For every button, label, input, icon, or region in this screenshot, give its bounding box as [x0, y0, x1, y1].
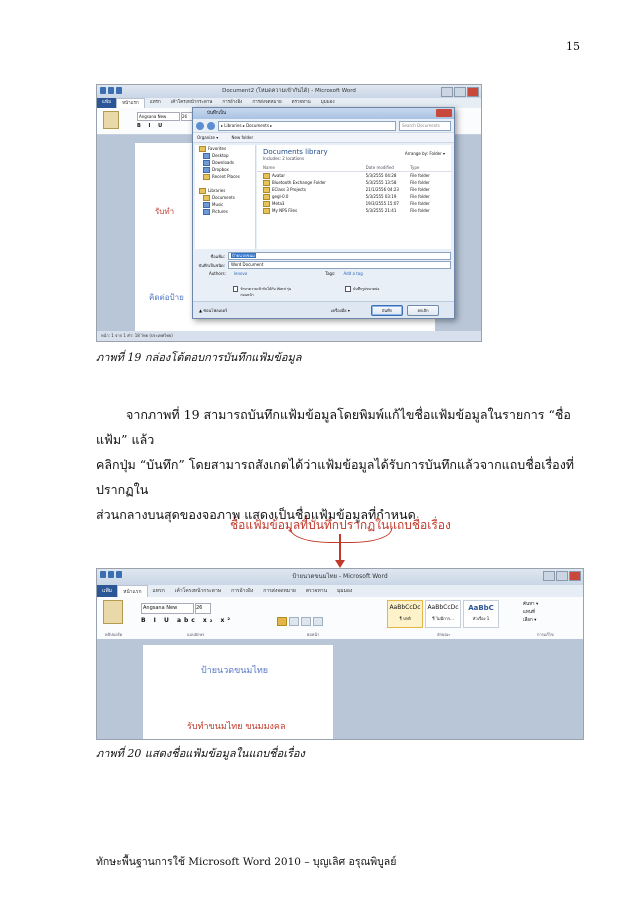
- savetype-select[interactable]: Word Document: [228, 261, 451, 269]
- page-number: 15: [566, 40, 580, 53]
- nav-libraries[interactable]: Libraries: [195, 187, 255, 194]
- tab-file[interactable]: แฟ้ม: [97, 98, 116, 108]
- nav-favorites[interactable]: Favorites: [195, 145, 255, 152]
- recent-places-icon: [203, 174, 210, 180]
- nav-pictures[interactable]: Pictures: [195, 208, 255, 215]
- arrow-head-icon: [335, 560, 345, 568]
- authors-label: Authors:: [209, 271, 226, 276]
- document-area: [97, 639, 583, 739]
- tab-mailings[interactable]: การส่งจดหมาย: [252, 100, 282, 105]
- file-row[interactable]: Meta3 19/3/2555 15:07 File folder: [257, 200, 451, 207]
- replace-button[interactable]: แทนที่: [523, 610, 535, 615]
- group-label: แบบอักษร: [187, 632, 205, 637]
- group-label: ย่อหน้า: [307, 632, 320, 637]
- figure-19-screenshot: [96, 84, 482, 342]
- font-name-box[interactable]: Angsana New: [141, 603, 194, 614]
- body-paragraph: [96, 402, 576, 527]
- dialog-title: บันทึกเป็น: [207, 111, 227, 116]
- page-footer: ทักษะพื้นฐานการใช้ Microsoft Word 2010 – บุญเลิศ อรุณพิบูลย์: [96, 856, 397, 868]
- libraries-icon: [199, 188, 206, 194]
- filename-label: ชื่อแฟ้ม:: [210, 253, 225, 259]
- file-row[interactable]: Bluetooth Exchange Folder 5/3/2555 13:58 File folder: [257, 179, 451, 186]
- nav-downloads[interactable]: Downloads: [195, 159, 255, 166]
- editing-group: [523, 601, 538, 625]
- ribbon: [97, 597, 583, 640]
- group-label: การแก้ไข: [537, 632, 554, 637]
- folder-icon: [263, 180, 270, 186]
- window-controls[interactable]: [543, 571, 581, 581]
- dropbox-icon: [203, 167, 210, 173]
- nav-dropbox[interactable]: Dropbox: [195, 166, 255, 173]
- checkbox-icon[interactable]: [345, 286, 351, 292]
- font-size-box[interactable]: 26: [181, 112, 195, 121]
- window-controls[interactable]: [441, 87, 479, 97]
- filename-input[interactable]: ป้ายนวดขนม: [228, 252, 451, 260]
- caption-figure-19: ภาพที่ 19 กล่องโต้ตอบการบันทึกแฟ้มข้อมูล: [96, 351, 302, 364]
- back-icon[interactable]: [196, 122, 204, 130]
- font-size-box[interactable]: 26: [195, 603, 211, 614]
- nav-recent-places[interactable]: Recent Places: [195, 173, 255, 180]
- authors-value[interactable]: lenovo: [233, 271, 248, 276]
- folder-icon: [263, 208, 270, 214]
- nav-desktop[interactable]: Desktop: [195, 152, 255, 159]
- style-normal[interactable]: AaBbCcDc ¶ ปกติ: [387, 600, 423, 628]
- tab-view[interactable]: มุมมอง: [337, 588, 353, 594]
- dialog-footer: [193, 301, 454, 318]
- maximize-icon[interactable]: [454, 87, 466, 97]
- window-title: ป้ายนวดขนมไทย - Microsoft Word: [292, 573, 388, 580]
- style-heading-1[interactable]: AaBbC หัวเรื่อง 1: [463, 600, 499, 628]
- thumbnail-checkbox[interactable]: บันทึกรูปขนาดย่อ: [345, 286, 379, 292]
- cancel-button[interactable]: ยกเลิก: [407, 305, 439, 316]
- col-type[interactable]: Type: [410, 165, 420, 170]
- desktop-icon: [203, 153, 210, 159]
- callout-brace: [290, 528, 392, 543]
- col-date[interactable]: Date modified: [365, 165, 394, 170]
- music-icon: [203, 202, 210, 208]
- folder-icon: [263, 201, 270, 207]
- figure-20-screenshot: [96, 568, 584, 740]
- folder-icon: [263, 173, 270, 179]
- col-name[interactable]: Name: [263, 165, 275, 170]
- address-bar: [193, 119, 454, 132]
- new-folder-button[interactable]: New folder: [231, 135, 254, 140]
- paste-icon[interactable]: [103, 111, 119, 129]
- quick-access-toolbar[interactable]: [100, 87, 122, 94]
- arrange-by[interactable]: Arrange by: Folder ▾: [404, 151, 445, 156]
- tags-label: Tags:: [325, 271, 336, 276]
- minimize-icon[interactable]: [441, 87, 453, 97]
- group-label: ลักษณะ: [437, 632, 451, 637]
- doc-blue-text: คิดต่อป้าย: [149, 293, 184, 302]
- tab-review[interactable]: ตรวจทาน: [291, 100, 311, 105]
- tab-mailings[interactable]: การส่งจดหมาย: [263, 588, 296, 594]
- window-title-bar: [97, 85, 481, 98]
- window-title: Document2 (โหมดความเข้ากันได้) - Microsoft Word: [222, 88, 356, 94]
- font-name-box[interactable]: Angsana New: [137, 112, 180, 121]
- search-input[interactable]: Search Documents: [399, 121, 451, 131]
- library-header: [257, 145, 451, 164]
- find-button[interactable]: ค้นหา ▾: [523, 602, 539, 607]
- file-list: [257, 145, 451, 249]
- select-button[interactable]: เลือก ▾: [523, 618, 537, 623]
- tab-home[interactable]: หน้าแรก: [116, 98, 145, 108]
- library-title: Documents library: [263, 148, 328, 156]
- ribbon-tabs: [97, 585, 583, 597]
- path-box[interactable]: ▸ Libraries ▸ Documents ▸: [218, 121, 396, 131]
- bold-italic-underline-icons[interactable]: B I U abc x₂ x²: [141, 617, 234, 624]
- column-headers: [257, 164, 451, 172]
- document-page[interactable]: [143, 645, 333, 739]
- dialog-close-icon[interactable]: [436, 109, 452, 117]
- doc-red-text: รับทำ: [155, 207, 175, 216]
- nav-spacer: [195, 180, 255, 187]
- file-row[interactable]: EClass 3 Projects 21/1/2556 04:23 File folder: [257, 186, 451, 193]
- checkbox-icon[interactable]: [233, 286, 238, 292]
- close-icon[interactable]: [467, 87, 479, 97]
- tab-page-layout[interactable]: เค้าโครงหน้ากระดาษ: [170, 100, 213, 105]
- save-as-dialog: [192, 107, 455, 319]
- paragraph-line: ส่วนกลางบนสุดของจอภาพ แสดงเป็นชื่อแฟ้มข้อมูลที่กำหนด: [96, 507, 416, 522]
- documents-icon: [203, 195, 210, 201]
- downloads-icon: [203, 160, 210, 166]
- tab-references[interactable]: การอ้างอิง: [222, 100, 243, 105]
- tab-page-layout[interactable]: เค้าโครงหน้ากระดาษ: [174, 588, 222, 594]
- save-fields: [195, 252, 451, 278]
- status-bar: หน้า: 1 จาก 1 คำ: 18 ไทย (ประเทศไทย): [97, 331, 482, 341]
- tags-value[interactable]: Add a tag: [343, 271, 363, 276]
- file-row[interactable]: Avatar 5/3/2555 04:28 File folder: [257, 172, 451, 179]
- callout-label: ชื่อแฟ้มข้อมูลที่บันทึกปรากฏในแถบชื่อเรื่อง: [230, 518, 451, 532]
- window-title-bar: [97, 569, 583, 585]
- organize-button[interactable]: Organize ▾: [197, 135, 219, 140]
- paragraph-line: จากภาพที่ 19 สามารถบันทึกแฟ้มข้อมูลโดยพิมพ์แก้ไขชื่อแฟ้มข้อมูลในรายการ “ชื่อแฟ้ม” แล้ว: [96, 407, 571, 447]
- close-icon[interactable]: [569, 571, 581, 581]
- tab-file[interactable]: แฟ้ม: [97, 585, 117, 597]
- paragraph-align-icons[interactable]: [277, 617, 323, 626]
- tab-view[interactable]: มุมมอง: [320, 100, 335, 105]
- dialog-toolbar: [193, 132, 454, 143]
- doc-red-text: รับทำขนมไทย ขนมมงคล: [187, 722, 286, 732]
- hide-folders-button[interactable]: ▲ ซ่อนโฟลเดอร์: [199, 308, 228, 313]
- dialog-title-bar: [193, 108, 454, 119]
- tab-home[interactable]: หน้าแรก: [117, 585, 147, 597]
- nav-documents[interactable]: Documents: [195, 194, 255, 201]
- minimize-icon[interactable]: [543, 571, 555, 581]
- compat-checkbox[interactable]: รักษาความเข้ากันได้กับ Word รุ่นก่อนหน้า: [233, 286, 295, 298]
- style-no-spacing[interactable]: AaBbCcDc ¶ ไม่มีการ...: [425, 600, 461, 628]
- tab-review[interactable]: ตรวจทาน: [305, 588, 328, 594]
- library-subtitle[interactable]: Includes: 2 locations: [263, 156, 305, 161]
- quick-styles: [387, 600, 499, 628]
- star-icon: [199, 146, 206, 152]
- nav-music[interactable]: Music: [195, 201, 255, 208]
- navigation-pane: [195, 145, 256, 249]
- tab-references[interactable]: การอ้างอิง: [231, 588, 254, 594]
- file-row[interactable]: My NPS Files 5/3/2555 21:41 File folder: [257, 207, 451, 214]
- forward-icon[interactable]: [207, 122, 215, 130]
- paragraph-line: คลิกปุ่ม “บันทึก” โดยสามารถสังเกตได้ว่าแฟ้มข้อมูลได้รับการบันทึกแล้วจากแถบชื่อเรื่องที่ปรากฏใน: [96, 457, 575, 497]
- tools-button[interactable]: เครื่องมือ ▾: [331, 308, 350, 313]
- savetype-label: บันทึกเป็นชนิด:: [198, 262, 225, 268]
- folder-icon: [263, 194, 270, 200]
- tab-insert[interactable]: แทรก: [152, 588, 165, 594]
- caption-figure-20: ภาพที่ 20 แสดงชื่อแฟ้มข้อมูลในแถบชื่อเรื่อง: [96, 747, 305, 760]
- maximize-icon[interactable]: [556, 571, 568, 581]
- group-label: คลิปบอร์ด: [105, 632, 123, 637]
- tab-insert[interactable]: แทรก: [149, 100, 161, 105]
- file-row[interactable]: gegl-0.0 5/3/2555 03:19 File folder: [257, 193, 451, 200]
- paste-icon[interactable]: [103, 600, 123, 624]
- folder-icon: [263, 187, 270, 193]
- pictures-icon: [203, 209, 210, 215]
- save-button[interactable]: บันทึก: [371, 305, 403, 316]
- bold-italic-underline-icons[interactable]: B I U: [137, 123, 166, 129]
- quick-access-toolbar[interactable]: [100, 571, 122, 578]
- doc-blue-text: ป้ายนวดขนมไทย: [201, 666, 269, 676]
